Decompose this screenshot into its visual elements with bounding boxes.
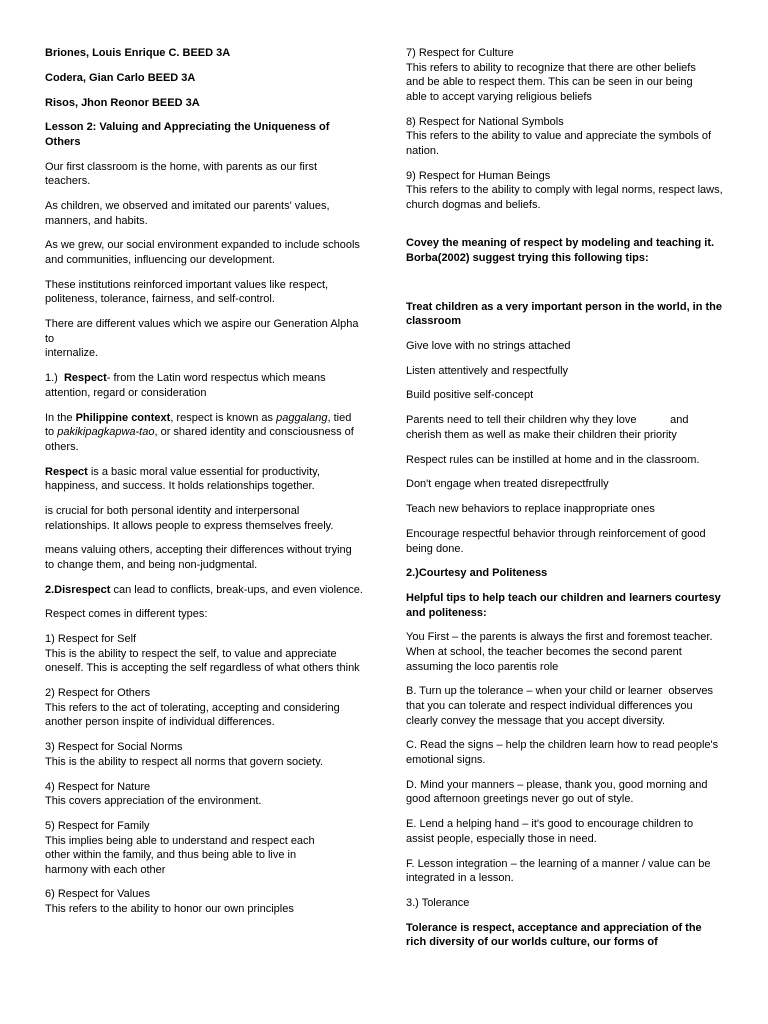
- values-intro-line: There are different values which we aspire our Generation Alpha to: [45, 318, 359, 345]
- respect-type-desc: This refers to the ability to value and appreciate the symbols of nation.: [406, 130, 712, 157]
- paragraph: These institutions reinforced important values like respect, politeness, tolerance, fairness, and self-control.: [45, 278, 329, 306]
- respect-type-title: 5) Respect for Family: [45, 819, 150, 832]
- values-intro-line: internalize.: [45, 347, 99, 360]
- respect-number: 1.): [45, 372, 58, 385]
- courtesy-heading: 2.)Courtesy and Politeness: [406, 567, 548, 580]
- disrespect-term: 2.Disrespect: [45, 583, 111, 596]
- text-run: , tied to: [45, 411, 352, 439]
- respect-type-title: 2) Respect for Others: [45, 687, 151, 700]
- respect-term: Respect: [45, 465, 88, 478]
- values-intro: [45, 317, 363, 361]
- respect-type: [45, 632, 363, 676]
- paggalang-term: paggalang: [276, 411, 328, 424]
- tip-item: Teach new behaviors to replace inappropriate ones: [406, 503, 655, 516]
- tip-item: Respect rules can be instilled at home and in the classroom.: [406, 453, 700, 466]
- text-run: , or shared identity and consciousness of others.: [45, 426, 354, 453]
- respect-type-title: 8) Respect for National Symbols: [406, 115, 564, 128]
- tolerance-heading: 3.) Tolerance: [406, 896, 470, 909]
- respect-type: [45, 740, 363, 769]
- respect-definition: [45, 371, 363, 400]
- left-column: [45, 46, 363, 927]
- author-line: Risos, Jhon Reonor BEED 3A: [45, 96, 200, 109]
- courtesy-tip: D. Mind your manners – please, thank you, good morning and good afternoon greetings never go out of style.: [406, 778, 708, 806]
- courtesy-tip: E. Lend a helping hand – it's good to encourage children to assist people, especially those in need.: [406, 818, 694, 845]
- philippine-context-paragraph: [45, 411, 363, 455]
- respect-type-desc: This refers to ability to recognize that there are other beliefs and be able to respect them. This can be seen in our being able to accept varying religious beliefs: [406, 61, 696, 103]
- courtesy-tip: F. Lesson integration – the learning of a manner / value can be integrated in a lesson.: [406, 857, 711, 885]
- courtesy-tip: You First – the parents is always the first and foremost teacher. When at school, the teacher becomes the second parent assuming the loco parentis role: [406, 631, 713, 673]
- tip-item: Give love with no strings attached: [406, 339, 571, 352]
- tip-item: Listen attentively and respectfully: [406, 364, 569, 377]
- respect-type-desc: This is the ability to respect the self, to value and appreciate oneself. This is accepting the self regardless of what others think: [45, 647, 360, 675]
- courtesy-tip: C. Read the signs – help the children learn how to read people's emotional signs.: [406, 739, 719, 766]
- author-line: Briones, Louis Enrique C. BEED 3A: [45, 47, 231, 59]
- respect-type: [45, 686, 363, 730]
- paragraph: is crucial for both personal identity and interpersonal relationships. It allows people to express themselves freely.: [45, 504, 334, 532]
- moral-value-paragraph: [45, 465, 363, 494]
- respect-type-desc: This covers appreciation of the environment.: [45, 795, 262, 808]
- helpful-tips-heading: Helpful tips to help teach our children and learners courtesy and politeness:: [406, 592, 721, 619]
- lesson-title: Lesson 2: Valuing and Appreciating the Uniqueness of Others: [45, 121, 330, 148]
- disrespect-paragraph: [45, 583, 363, 598]
- covey-heading: Covey the meaning of respect by modeling and teaching it. Borba(2002) suggest trying this following tips:: [406, 237, 715, 264]
- respect-type-title: 7) Respect for Culture: [406, 47, 514, 59]
- author-line: Codera, Gian Carlo BEED 3A: [45, 71, 196, 84]
- respect-type: [406, 115, 724, 159]
- paragraph: As children, we observed and imitated our parents' values, manners, and habits.: [45, 200, 330, 227]
- tolerance-definition: Tolerance is respect, acceptance and appreciation of the rich diversity of our worlds culture, our forms of: [406, 921, 702, 949]
- pakikipagkapwa-term: pakikipagkapwa-tao: [57, 426, 155, 439]
- treat-children-heading: Treat children as a very important person in the world, in the classroom: [406, 300, 723, 328]
- philippine-context-term: Philippine context: [75, 411, 171, 424]
- text-run: is a basic moral value essential for productivity, happiness, and success. It holds relationships together.: [45, 465, 320, 493]
- paragraph: means valuing others, accepting their differences without trying to change them, and being non-judgmental.: [45, 544, 352, 571]
- text-run: In the: [45, 411, 76, 424]
- respect-type: [45, 780, 363, 809]
- respect-type: [45, 887, 363, 916]
- respect-type: [406, 169, 724, 213]
- right-column: [406, 46, 724, 960]
- respect-type-desc: This implies being able to understand and respect each other within the family, and thus being able to live in harmony with each other: [45, 834, 315, 876]
- respect-type: [406, 46, 706, 104]
- respect-type-title: 3) Respect for Social Norms: [45, 741, 183, 754]
- respect-type-title: 1) Respect for Self: [45, 633, 137, 646]
- respect-type: [45, 819, 335, 877]
- paragraph: As we grew, our social environment expanded to include schools and communities, influencing our development.: [45, 239, 360, 267]
- respect-definition-text: - from the Latin word respectus which means attention, regard or consideration: [45, 372, 326, 399]
- respect-term: Respect: [63, 372, 107, 385]
- paragraph: Respect comes in different types:: [45, 608, 208, 621]
- respect-type-title: 6) Respect for Values: [45, 888, 150, 901]
- tip-item: Don't engage when treated disrepectfrully: [406, 478, 609, 491]
- respect-type-desc: This refers to the ability to comply with legal norms, respect laws, church dogmas and beliefs.: [406, 184, 723, 211]
- respect-type-desc: This refers to the act of tolerating, accepting and considering another person inspite of individual differences.: [45, 701, 340, 729]
- text-run: , respect is known as: [170, 411, 277, 424]
- paragraph: Our first classroom is the home, with parents as our first teachers.: [45, 160, 318, 188]
- respect-type-desc: This is the ability to respect all norms that govern society.: [45, 755, 323, 768]
- respect-type-title: 9) Respect for Human Beings: [406, 169, 551, 182]
- respect-type-title: 4) Respect for Nature: [45, 780, 151, 793]
- tip-item: Parents need to tell their children why they love and cherish them as well as make their children their priority: [406, 414, 692, 441]
- courtesy-tip: B. Turn up the tolerance – when your child or learner observes that you can tolerate and respect individual differences you clearly convey the message that you accept diversity.: [406, 685, 717, 727]
- tip-item: Build positive self-concept: [406, 389, 534, 402]
- tip-item: Encourage respectful behavior through reinforcement of good being done.: [406, 527, 706, 555]
- respect-type-desc: This refers to the ability to honor our own principles: [45, 903, 294, 916]
- text-run: can lead to conflicts, break-ups, and even violence.: [110, 583, 363, 596]
